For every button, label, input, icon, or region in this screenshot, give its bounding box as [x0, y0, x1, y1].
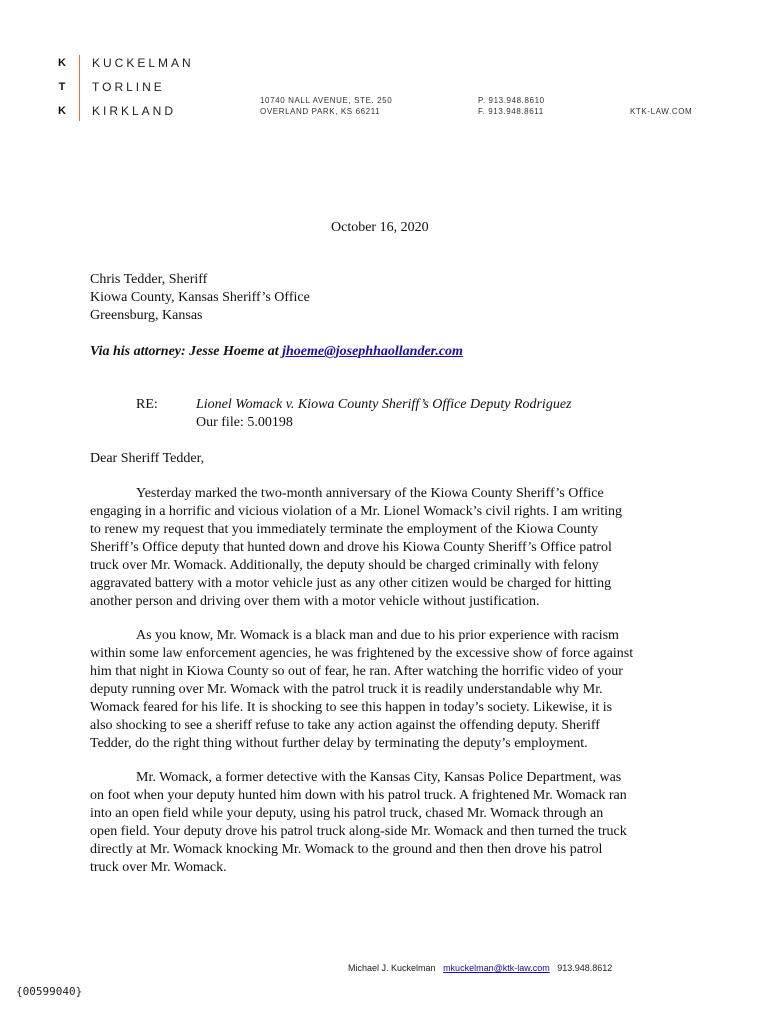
paragraph-2-line: Womack feared for his life. It is shocking to see this happen in today’s society. Likewise, it is: [90, 700, 613, 715]
paragraph-2-line: Tedder, do the right thing without further delay by terminating the deputy’s employment.: [90, 736, 588, 751]
recipient-line-1: Chris Tedder, Sheriff: [90, 272, 208, 287]
paragraph-1-line: engaging in a horrific and vicious violation of a Mr. Lionel Womack’s civil rights. I am writing: [90, 504, 623, 519]
paragraph-3-line: on foot when your deputy hunted him down with his patrol truck. A frightened Mr. Womack ran: [90, 788, 627, 803]
logo-letter-k2: K: [58, 105, 66, 117]
document-id: {00599040}: [16, 985, 83, 998]
paragraph-2-line: deputy running over Mr. Womack with the patrol truck it is readily understandable why Mr.: [90, 682, 603, 697]
paragraph-1-line: another person and driving over them with a motor vehicle without justification.: [90, 594, 540, 609]
salutation: Dear Sheriff Tedder,: [90, 451, 205, 466]
via-attorney-line: [90, 343, 463, 361]
paragraph-3-line: directly at Mr. Womack knocking Mr. Womack to the ground and then then drove his patrol: [90, 842, 603, 857]
footer-email-link[interactable]: mkuckelman@ktk-law.com: [443, 963, 550, 973]
paragraph-2-line: him that night in Kiowa County so out of fear, he ran. After watching the horrific video of your: [90, 664, 623, 679]
paragraph-2: [90, 627, 690, 753]
recipient-line-3: Greensburg, Kansas: [90, 308, 203, 323]
firm-website: KTK-LAW.COM: [630, 107, 693, 116]
address-line-2: OVERLAND PARK, KS 66211: [260, 107, 381, 116]
paragraph-1-line: Sheriff’s Office deputy that hunted down and drove his Kiowa County Sheriff’s Office patrol: [90, 540, 612, 555]
paragraph-2-line: As you know, Mr. Womack is a black man and due to his prior experience with racism: [136, 628, 619, 643]
phone-number: P. 913.948.8610: [478, 96, 545, 105]
attorney-email-link[interactable]: jhoeme@josephhaollander.com: [282, 344, 463, 359]
paragraph-3-line: into an open field while your deputy, using his patrol truck, chased Mr. Womack through an: [90, 806, 604, 821]
letterhead-divider: [79, 55, 80, 121]
fax-number: F. 913.948.8611: [478, 107, 544, 116]
footer-phone: 913.948.8612: [557, 963, 613, 973]
paragraph-3-line: Mr. Womack, a former detective with the Kansas City, Kansas Police Department, was: [136, 770, 622, 785]
via-attorney-prefix: Via his attorney: Jesse Hoeme at: [90, 344, 283, 359]
footer-name: Michael J. Kuckelman: [348, 963, 436, 973]
paragraph-1-line: to renew my request that you immediately terminate the employment of the Kiowa County: [90, 522, 599, 537]
logo-letter-k: K: [58, 57, 66, 69]
paragraph-1-line: Yesterday marked the two-month anniversary of the Kiowa County Sheriff’s Office: [136, 486, 604, 501]
paragraph-1: [90, 485, 690, 611]
firm-name-kuckelman: KUCKELMAN: [92, 56, 194, 70]
re-label: RE:: [136, 397, 158, 412]
re-case-name: Lionel Womack v. Kiowa County Sheriff’s Office Deputy Rodriguez: [196, 397, 572, 412]
re-file-number: Our file: 5.00198: [196, 415, 293, 430]
recipient-line-2: Kiowa County, Kansas Sheriff’s Office: [90, 290, 310, 305]
paragraph-3: [90, 769, 690, 877]
paragraph-1-line: truck over Mr. Womack. Additionally, the deputy should be charged criminally with felony: [90, 558, 599, 573]
address-line-1: 10740 NALL AVENUE, STE. 250: [260, 96, 393, 105]
footer-contact: [348, 963, 612, 973]
logo-letter-t: T: [58, 81, 66, 93]
paragraph-3-line: truck over Mr. Womack.: [90, 860, 227, 875]
firm-name-torline: TORLINE: [92, 80, 165, 94]
firm-name-kirkland: KIRKLAND: [92, 104, 177, 118]
letter-date: October 16, 2020: [331, 220, 429, 235]
paragraph-1-line: aggravated battery with a motor vehicle just as any other citizen would be charged for hitting: [90, 576, 612, 591]
paragraph-2-line: within some law enforcement agencies, he was frightened by the excessive show of force against: [90, 646, 634, 661]
paragraph-2-line: also shocking to see a sheriff refuse to take any action against the offending deputy. Sheriff: [90, 718, 600, 733]
paragraph-3-line: open field. Your deputy drove his patrol truck along-side Mr. Womack and then turned the truck: [90, 824, 627, 839]
